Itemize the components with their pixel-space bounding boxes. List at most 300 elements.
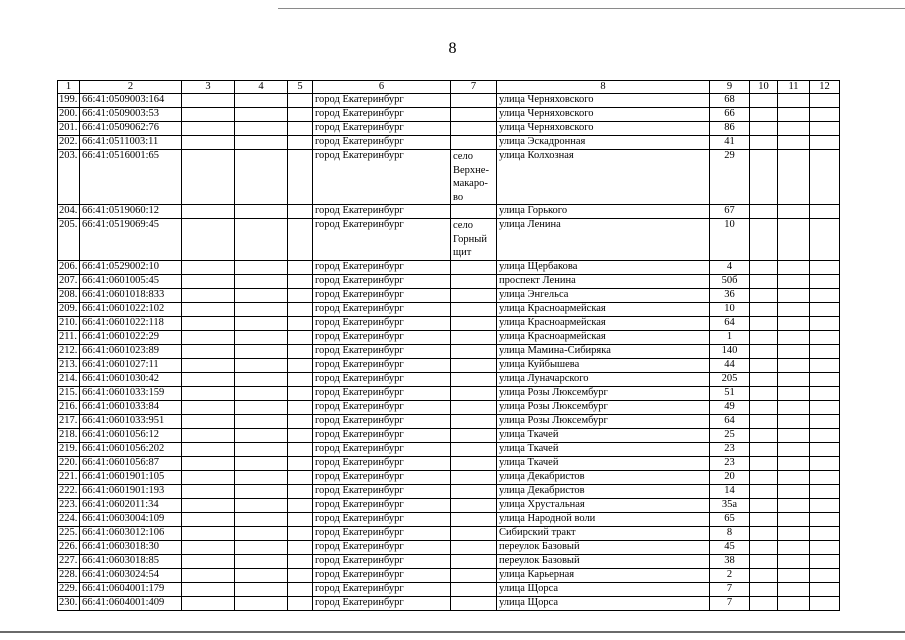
street-cell: улица Карьерная: [497, 569, 710, 583]
city-cell: город Екатеринбург: [313, 569, 451, 583]
empty-cell: [750, 569, 778, 583]
empty-cell: [778, 205, 810, 219]
cadastral-number-cell: 66:41:0601033:951: [80, 415, 182, 429]
row-number-cell: 210.: [58, 317, 80, 331]
locality-cell: [451, 136, 497, 150]
locality-cell: село Верхне-макаро-во: [451, 150, 497, 205]
empty-cell: [182, 555, 235, 569]
empty-cell: [235, 471, 288, 485]
cadastral-number-cell: 66:41:0509062:76: [80, 122, 182, 136]
empty-cell: [750, 122, 778, 136]
table-row: [58, 219, 840, 261]
row-number-cell: 201.: [58, 122, 80, 136]
empty-cell: [182, 513, 235, 527]
street-cell: улица Ткачей: [497, 457, 710, 471]
locality-cell: [451, 429, 497, 443]
empty-cell: [778, 597, 810, 611]
empty-cell: [810, 415, 840, 429]
empty-cell: [182, 219, 235, 261]
empty-cell: [235, 359, 288, 373]
table-row: [58, 387, 840, 401]
empty-cell: [288, 331, 313, 345]
empty-cell: [810, 108, 840, 122]
street-cell: улица Черняховского: [497, 122, 710, 136]
city-cell: город Екатеринбург: [313, 429, 451, 443]
empty-cell: [288, 499, 313, 513]
empty-cell: [235, 373, 288, 387]
empty-cell: [810, 485, 840, 499]
empty-cell: [750, 205, 778, 219]
scan-edge-bottom: [0, 631, 905, 633]
empty-cell: [778, 555, 810, 569]
empty-cell: [750, 317, 778, 331]
empty-cell: [288, 275, 313, 289]
empty-cell: [778, 499, 810, 513]
empty-cell: [778, 331, 810, 345]
locality-cell: [451, 513, 497, 527]
empty-cell: [810, 359, 840, 373]
empty-cell: [750, 150, 778, 205]
empty-cell: [778, 359, 810, 373]
empty-cell: [810, 597, 840, 611]
city-cell: город Екатеринбург: [313, 457, 451, 471]
empty-cell: [750, 373, 778, 387]
cadastral-number-cell: 66:41:0601056:12: [80, 429, 182, 443]
empty-cell: [288, 345, 313, 359]
city-cell: город Екатеринбург: [313, 359, 451, 373]
empty-cell: [750, 94, 778, 108]
locality-cell: [451, 373, 497, 387]
empty-cell: [750, 108, 778, 122]
empty-cell: [750, 499, 778, 513]
empty-cell: [235, 485, 288, 499]
empty-cell: [182, 527, 235, 541]
street-cell: улица Колхозная: [497, 150, 710, 205]
column-header-9: 9: [710, 81, 750, 94]
empty-cell: [750, 485, 778, 499]
empty-cell: [235, 261, 288, 275]
empty-cell: [235, 94, 288, 108]
city-cell: город Екатеринбург: [313, 108, 451, 122]
table-row: [58, 541, 840, 555]
cadastral-number-cell: 66:41:0603004:109: [80, 513, 182, 527]
house-number-cell: 41: [710, 136, 750, 150]
cadastral-number-cell: 66:41:0603018:30: [80, 541, 182, 555]
row-number-cell: 224.: [58, 513, 80, 527]
empty-cell: [778, 485, 810, 499]
empty-cell: [750, 597, 778, 611]
table-row: [58, 499, 840, 513]
empty-cell: [182, 443, 235, 457]
empty-cell: [288, 485, 313, 499]
street-cell: переулок Базовый: [497, 555, 710, 569]
street-cell: улица Хрустальная: [497, 499, 710, 513]
cadastral-number-cell: 66:41:0604001:179: [80, 583, 182, 597]
empty-cell: [810, 527, 840, 541]
house-number-cell: 68: [710, 94, 750, 108]
cadastral-number-cell: 66:41:0529002:10: [80, 261, 182, 275]
column-header-11: 11: [778, 81, 810, 94]
house-number-cell: 65: [710, 513, 750, 527]
empty-cell: [288, 541, 313, 555]
empty-cell: [182, 541, 235, 555]
empty-cell: [235, 443, 288, 457]
empty-cell: [235, 457, 288, 471]
city-cell: город Екатеринбург: [313, 443, 451, 457]
locality-cell: [451, 387, 497, 401]
house-number-cell: 86: [710, 122, 750, 136]
empty-cell: [235, 401, 288, 415]
empty-cell: [288, 136, 313, 150]
table-row: [58, 345, 840, 359]
city-cell: город Екатеринбург: [313, 471, 451, 485]
locality-cell: [451, 317, 497, 331]
row-number-cell: 214.: [58, 373, 80, 387]
cadastral-number-cell: 66:41:0603018:85: [80, 555, 182, 569]
row-number-cell: 217.: [58, 415, 80, 429]
empty-cell: [778, 429, 810, 443]
empty-cell: [750, 527, 778, 541]
table-row: [58, 205, 840, 219]
locality-cell: [451, 569, 497, 583]
row-number-cell: 227.: [58, 555, 80, 569]
cadastral-number-cell: 66:41:0511003:11: [80, 136, 182, 150]
empty-cell: [810, 345, 840, 359]
empty-cell: [182, 150, 235, 205]
house-number-cell: 20: [710, 471, 750, 485]
empty-cell: [750, 136, 778, 150]
row-number-cell: 204.: [58, 205, 80, 219]
locality-cell: [451, 94, 497, 108]
empty-cell: [288, 150, 313, 205]
empty-cell: [750, 303, 778, 317]
street-cell: улица Красноармейская: [497, 303, 710, 317]
city-cell: город Екатеринбург: [313, 485, 451, 499]
row-number-cell: 207.: [58, 275, 80, 289]
empty-cell: [288, 387, 313, 401]
house-number-cell: 49: [710, 401, 750, 415]
empty-cell: [750, 429, 778, 443]
empty-cell: [288, 527, 313, 541]
house-number-cell: 23: [710, 457, 750, 471]
empty-cell: [182, 373, 235, 387]
empty-cell: [235, 429, 288, 443]
empty-cell: [778, 373, 810, 387]
empty-cell: [235, 303, 288, 317]
empty-cell: [288, 471, 313, 485]
empty-cell: [182, 583, 235, 597]
empty-cell: [810, 289, 840, 303]
empty-cell: [810, 150, 840, 205]
cadastral-number-cell: 66:41:0601027:11: [80, 359, 182, 373]
locality-cell: [451, 527, 497, 541]
column-header-3: 3: [182, 81, 235, 94]
empty-cell: [810, 219, 840, 261]
empty-cell: [182, 136, 235, 150]
house-number-cell: 67: [710, 205, 750, 219]
empty-cell: [750, 331, 778, 345]
row-number-cell: 225.: [58, 527, 80, 541]
row-number-cell: 222.: [58, 485, 80, 499]
city-cell: город Екатеринбург: [313, 527, 451, 541]
empty-cell: [288, 569, 313, 583]
page-number: 8: [448, 40, 457, 57]
cadastral-number-cell: 66:41:0601901:105: [80, 471, 182, 485]
empty-cell: [778, 401, 810, 415]
empty-cell: [778, 541, 810, 555]
locality-cell: [451, 485, 497, 499]
empty-cell: [750, 275, 778, 289]
street-cell: улица Черняховского: [497, 108, 710, 122]
cadastral-number-cell: 66:41:0516001:65: [80, 150, 182, 205]
table-row: [58, 303, 840, 317]
row-number-cell: 226.: [58, 541, 80, 555]
street-cell: улица Эскадронная: [497, 136, 710, 150]
row-number-cell: 213.: [58, 359, 80, 373]
table-row: [58, 415, 840, 429]
locality-cell: село Горный щит: [451, 219, 497, 261]
empty-cell: [288, 108, 313, 122]
scan-edge-top: [278, 8, 905, 9]
house-number-cell: 66: [710, 108, 750, 122]
empty-cell: [778, 94, 810, 108]
empty-cell: [778, 415, 810, 429]
empty-cell: [235, 108, 288, 122]
empty-cell: [810, 261, 840, 275]
row-number-cell: 229.: [58, 583, 80, 597]
cadastral-number-cell: 66:41:0601018:833: [80, 289, 182, 303]
city-cell: город Екатеринбург: [313, 289, 451, 303]
locality-cell: [451, 583, 497, 597]
empty-cell: [778, 583, 810, 597]
house-number-cell: 50б: [710, 275, 750, 289]
house-number-cell: 23: [710, 443, 750, 457]
empty-cell: [182, 359, 235, 373]
cadastral-number-cell: 66:41:0601033:159: [80, 387, 182, 401]
empty-cell: [750, 471, 778, 485]
city-cell: город Екатеринбург: [313, 387, 451, 401]
empty-cell: [182, 275, 235, 289]
row-number-cell: 216.: [58, 401, 80, 415]
street-cell: проспект Ленина: [497, 275, 710, 289]
empty-cell: [778, 569, 810, 583]
street-cell: улица Красноармейская: [497, 331, 710, 345]
empty-cell: [288, 513, 313, 527]
table-row: [58, 513, 840, 527]
city-cell: город Екатеринбург: [313, 583, 451, 597]
empty-cell: [810, 136, 840, 150]
city-cell: город Екатеринбург: [313, 597, 451, 611]
city-cell: город Екатеринбург: [313, 373, 451, 387]
table-row: [58, 261, 840, 275]
house-number-cell: 64: [710, 317, 750, 331]
table-row: [58, 555, 840, 569]
empty-cell: [810, 373, 840, 387]
empty-cell: [235, 527, 288, 541]
street-cell: Сибирский тракт: [497, 527, 710, 541]
row-number-cell: 228.: [58, 569, 80, 583]
cadastral-number-cell: 66:41:0601023:89: [80, 345, 182, 359]
empty-cell: [235, 136, 288, 150]
city-cell: город Екатеринбург: [313, 303, 451, 317]
cadastral-number-cell: 66:41:0601005:45: [80, 275, 182, 289]
empty-cell: [778, 289, 810, 303]
empty-cell: [288, 401, 313, 415]
street-cell: улица Розы Люксембург: [497, 387, 710, 401]
table-row: [58, 108, 840, 122]
empty-cell: [182, 108, 235, 122]
cadastral-number-cell: 66:41:0601030:42: [80, 373, 182, 387]
empty-cell: [182, 345, 235, 359]
row-number-cell: 199.: [58, 94, 80, 108]
row-number-cell: 202.: [58, 136, 80, 150]
empty-cell: [750, 457, 778, 471]
row-number-cell: 212.: [58, 345, 80, 359]
row-number-cell: 209.: [58, 303, 80, 317]
table-row: [58, 429, 840, 443]
empty-cell: [750, 415, 778, 429]
house-number-cell: 45: [710, 541, 750, 555]
table-row: [58, 597, 840, 611]
empty-cell: [235, 122, 288, 136]
empty-cell: [750, 541, 778, 555]
city-cell: город Екатеринбург: [313, 401, 451, 415]
city-cell: город Екатеринбург: [313, 499, 451, 513]
empty-cell: [235, 150, 288, 205]
city-cell: город Екатеринбург: [313, 205, 451, 219]
empty-cell: [810, 303, 840, 317]
empty-cell: [288, 359, 313, 373]
locality-cell: [451, 401, 497, 415]
empty-cell: [288, 219, 313, 261]
locality-cell: [451, 261, 497, 275]
empty-cell: [750, 443, 778, 457]
empty-cell: [778, 457, 810, 471]
empty-cell: [182, 261, 235, 275]
empty-cell: [778, 261, 810, 275]
house-number-cell: 7: [710, 583, 750, 597]
street-cell: улица Горького: [497, 205, 710, 219]
cadastral-number-cell: 66:41:0519060:12: [80, 205, 182, 219]
column-header-6: 6: [313, 81, 451, 94]
empty-cell: [288, 261, 313, 275]
cadastral-number-cell: 66:41:0509003:164: [80, 94, 182, 108]
house-number-cell: 8: [710, 527, 750, 541]
empty-cell: [182, 499, 235, 513]
locality-cell: [451, 108, 497, 122]
empty-cell: [778, 345, 810, 359]
locality-cell: [451, 275, 497, 289]
city-cell: город Екатеринбург: [313, 261, 451, 275]
locality-cell: [451, 541, 497, 555]
house-number-cell: 29: [710, 150, 750, 205]
house-number-cell: 205: [710, 373, 750, 387]
empty-cell: [235, 499, 288, 513]
empty-cell: [235, 513, 288, 527]
empty-cell: [288, 555, 313, 569]
empty-cell: [288, 289, 313, 303]
locality-cell: [451, 597, 497, 611]
row-number-cell: 200.: [58, 108, 80, 122]
empty-cell: [182, 317, 235, 331]
table-row: [58, 583, 840, 597]
row-number-cell: 205.: [58, 219, 80, 261]
column-header-5: 5: [288, 81, 313, 94]
house-number-cell: 25: [710, 429, 750, 443]
empty-cell: [288, 429, 313, 443]
empty-cell: [778, 443, 810, 457]
empty-cell: [182, 401, 235, 415]
house-number-cell: 35а: [710, 499, 750, 513]
row-number-cell: 223.: [58, 499, 80, 513]
cadastral-number-cell: 66:41:0601056:202: [80, 443, 182, 457]
empty-cell: [288, 583, 313, 597]
street-cell: улица Декабристов: [497, 485, 710, 499]
empty-cell: [288, 457, 313, 471]
empty-cell: [235, 331, 288, 345]
street-cell: переулок Базовый: [497, 541, 710, 555]
empty-cell: [750, 345, 778, 359]
city-cell: город Екатеринбург: [313, 219, 451, 261]
row-number-cell: 206.: [58, 261, 80, 275]
empty-cell: [750, 261, 778, 275]
empty-cell: [288, 443, 313, 457]
table-row: [58, 485, 840, 499]
empty-cell: [778, 317, 810, 331]
cadastral-number-cell: 66:41:0601056:87: [80, 457, 182, 471]
city-cell: город Екатеринбург: [313, 317, 451, 331]
city-cell: город Екатеринбург: [313, 136, 451, 150]
empty-cell: [182, 471, 235, 485]
empty-cell: [810, 401, 840, 415]
column-header-2: 2: [80, 81, 182, 94]
empty-cell: [778, 527, 810, 541]
row-number-cell: 221.: [58, 471, 80, 485]
table-row: [58, 373, 840, 387]
empty-cell: [235, 541, 288, 555]
empty-cell: [810, 499, 840, 513]
locality-cell: [451, 359, 497, 373]
house-number-cell: 4: [710, 261, 750, 275]
locality-cell: [451, 443, 497, 457]
cadastral-number-cell: 66:41:0519069:45: [80, 219, 182, 261]
column-header-1: 1: [58, 81, 80, 94]
empty-cell: [810, 569, 840, 583]
empty-cell: [182, 122, 235, 136]
empty-cell: [288, 94, 313, 108]
house-number-cell: 7: [710, 597, 750, 611]
street-cell: улица Ткачей: [497, 429, 710, 443]
cadastral-number-cell: 66:41:0601022:118: [80, 317, 182, 331]
locality-cell: [451, 415, 497, 429]
row-number-cell: 230.: [58, 597, 80, 611]
table-row: [58, 527, 840, 541]
empty-cell: [235, 289, 288, 303]
empty-cell: [778, 122, 810, 136]
empty-cell: [235, 205, 288, 219]
registry-table: [57, 80, 840, 611]
street-cell: улица Энгельса: [497, 289, 710, 303]
empty-cell: [810, 471, 840, 485]
city-cell: город Екатеринбург: [313, 150, 451, 205]
empty-cell: [288, 317, 313, 331]
column-header-7: 7: [451, 81, 497, 94]
table-row: [58, 471, 840, 485]
empty-cell: [750, 359, 778, 373]
empty-cell: [182, 485, 235, 499]
row-number-cell: 211.: [58, 331, 80, 345]
empty-cell: [235, 317, 288, 331]
